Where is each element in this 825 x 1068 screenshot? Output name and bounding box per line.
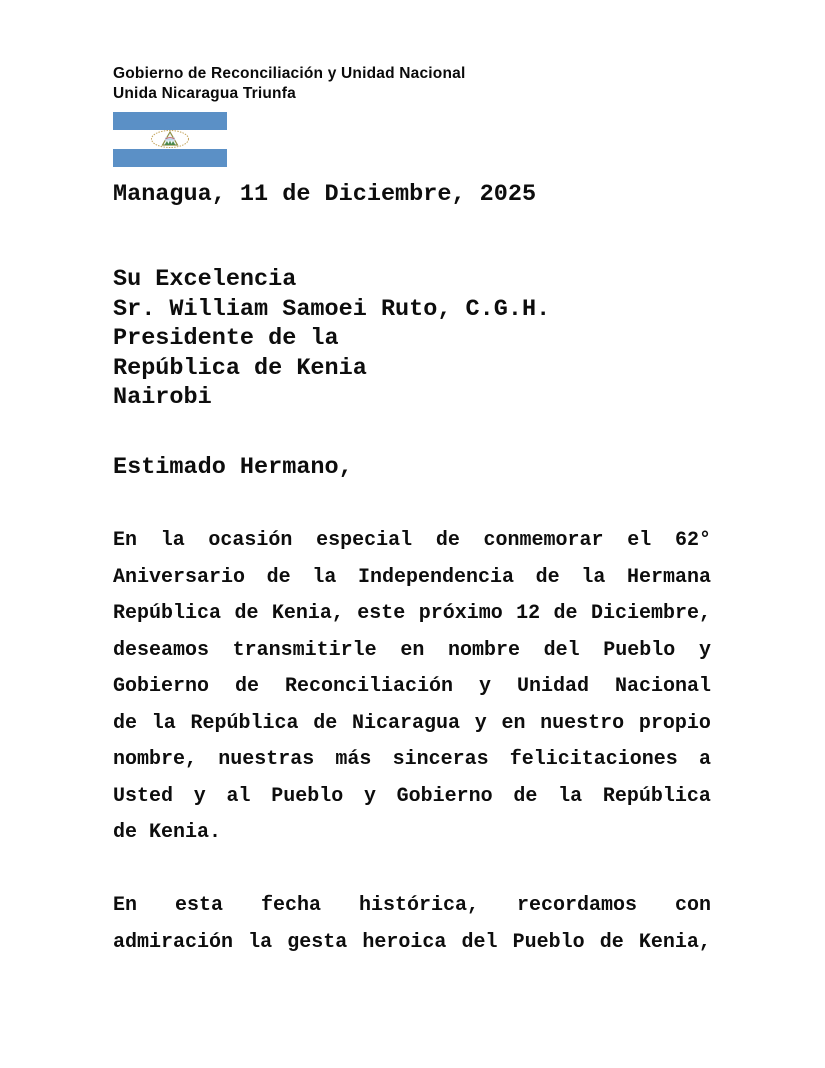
body-line: de la República de Nicaragua y en nuestro propio xyxy=(113,711,711,735)
recipient-line: Presidente de la xyxy=(113,325,339,352)
body-line: República de Kenia, este próximo 12 de Diciembre, xyxy=(113,602,711,625)
recipient-block xyxy=(113,265,550,413)
paragraph xyxy=(113,888,711,961)
body-line-last: de Kenia. xyxy=(113,821,222,844)
body-line: En esta fecha histórica, recordamos con xyxy=(113,894,711,917)
salutation: Estimado Hermano, xyxy=(113,454,353,481)
letterhead-line1: Gobierno de Reconciliación y Unidad Nacional xyxy=(113,65,466,82)
recipient-line: Su Excelencia xyxy=(113,266,297,293)
recipient-line: República de Kenia xyxy=(113,354,367,382)
flag-stripe-bottom xyxy=(113,149,227,167)
body-line: deseamos transmitirle en nombre del Pueblo y xyxy=(113,638,711,662)
body-line: admiración la gesta heroica del Pueblo de Kenia, xyxy=(113,930,711,954)
body-line: En la ocasión especial de conmemorar el 62° xyxy=(113,529,711,552)
body-line: Gobierno de Reconciliación y Unidad Nacional xyxy=(113,675,711,698)
recipient-line: Nairobi xyxy=(113,384,212,411)
flag-stripe-middle xyxy=(113,130,227,148)
nicaragua-flag-image xyxy=(113,112,227,167)
body-line: Usted y al Pueblo y Gobierno de la República xyxy=(113,784,711,808)
flag-stripe-top xyxy=(113,112,227,130)
body-line: Aniversario de la Independencia de la Hermana xyxy=(113,565,711,589)
nicaragua-coat-of-arms-icon xyxy=(150,130,190,149)
letterhead xyxy=(113,64,465,104)
letterhead-line2: Unida Nicaragua Triunfa xyxy=(113,85,296,102)
recipient-line: Sr. William Samoei Ruto, C.G.H. xyxy=(113,295,551,323)
date-line: Managua, 11 de Diciembre, 2025 xyxy=(113,181,537,208)
body-line: nombre, nuestras más sinceras felicitaciones a xyxy=(113,748,711,771)
paragraph xyxy=(113,523,711,852)
letter-body xyxy=(113,523,711,961)
